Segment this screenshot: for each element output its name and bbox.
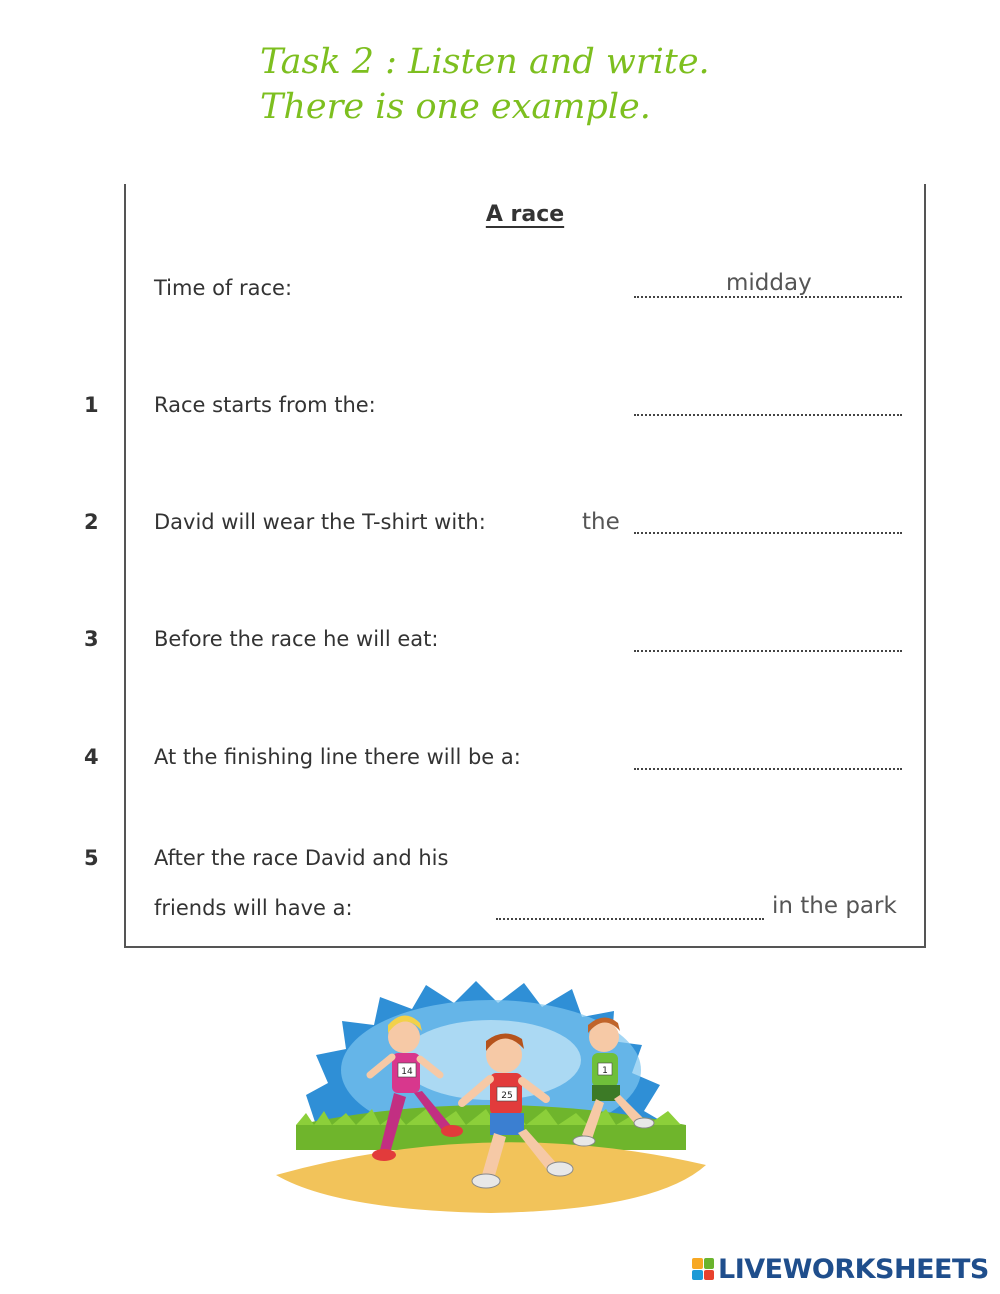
question-5-text-line1: After the race David and his (154, 846, 449, 870)
question-number-4: 4 (84, 745, 99, 769)
answer-3-field[interactable] (634, 650, 902, 652)
question-number-2: 2 (84, 510, 99, 534)
question-3-text: Before the race he will eat: (154, 627, 439, 651)
answer-2-field[interactable] (634, 532, 902, 534)
example-answer-line (634, 296, 902, 298)
question-number-3: 3 (84, 627, 99, 651)
question-2-text: David will wear the T-shirt with: (154, 510, 486, 534)
liveworksheets-branding (692, 1252, 989, 1286)
bib-number-14: 14 (401, 1067, 413, 1077)
worksheet-title: A race (485, 202, 565, 227)
question-4-text: At the finishing line there will be a: (154, 745, 521, 769)
answer-4-field[interactable] (634, 768, 902, 770)
example-question: Time of race: (154, 276, 293, 300)
running-children-illustration (276, 975, 706, 1215)
task-instructions (260, 40, 710, 130)
task-title-line1: Task 2 : Listen and write. (260, 42, 710, 82)
bib-number-25: 25 (501, 1091, 513, 1101)
answer-1-field[interactable] (634, 414, 902, 416)
question-1-text: Race starts from the: (154, 393, 376, 417)
question-5-text-line2: friends will have a: (154, 896, 353, 920)
liveworksheets-wordmark: LIVEWORKSHEETS (718, 1253, 989, 1285)
question-number-5: 5 (84, 846, 99, 870)
answer-2-prefix: the (582, 509, 620, 535)
bib-number-1: 1 (602, 1066, 608, 1076)
question-number-1: 1 (84, 393, 99, 417)
liveworksheets-logo-icon (692, 1258, 714, 1280)
task-title-line2: There is one example. (260, 87, 651, 127)
answer-5-field[interactable] (496, 918, 764, 920)
example-answer: midday (726, 270, 812, 296)
answer-5-suffix: in the park (772, 893, 897, 919)
